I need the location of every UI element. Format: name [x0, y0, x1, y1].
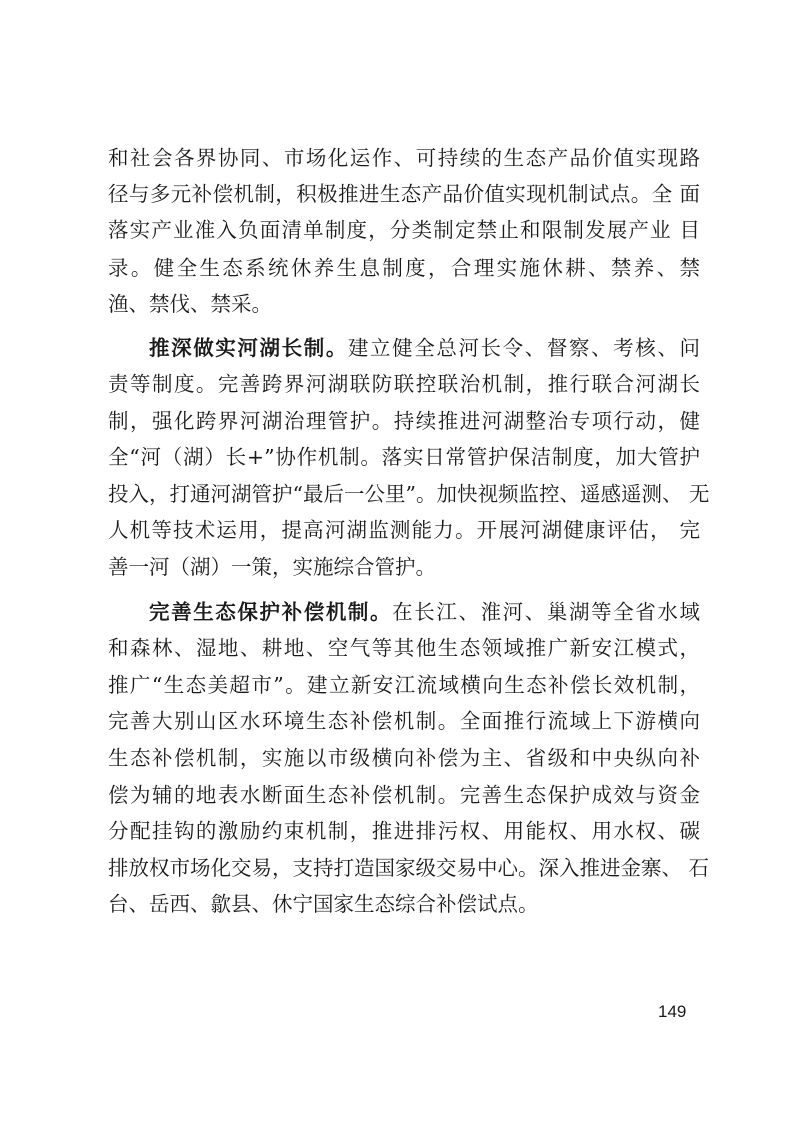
paragraph-2-line-6: 人机等技术运用，提高河湖监测能力。开展河湖健康评估， 完 [108, 518, 700, 542]
paragraph-3-line-6: 偿为辅的地表水断面生态补偿机制。完善生态保护成效与资金 [108, 783, 700, 807]
paragraph-2-first-line-text: 建立健全总河长令、督察、考核、问 [347, 336, 700, 360]
paragraph-2-line-3: 制，强化跨界河湖治理管护。持续推进河湖整治专项行动，健 [108, 409, 700, 433]
paragraph-2-line-1 [149, 338, 700, 359]
paragraph-3-line-7: 分配挂钩的激励约束机制，推进排污权、用能权、用水权、碳 [108, 819, 700, 843]
paragraph-3-line-2: 和森林、湿地、耕地、空气等其他生态领域推广新安江模式， [108, 636, 700, 660]
paragraph-3-first-line-text: 在长江、淮河、巢湖等全省水域 [392, 600, 701, 624]
paragraph-2-line-2: 责等制度。完善跨界河湖联防联控联治机制，推行联合河湖长 [108, 372, 700, 396]
paragraph-2-line-5: 投入，打通河湖管护“最后一公里”。加快视频监控、遥感遥测、 无 [108, 482, 710, 506]
paragraph-3-line-4: 完善大别山区水环境生态补偿机制。全面推行流域上下游横向 [108, 709, 700, 733]
paragraph-1-line-5: 渔、禁伐、禁采。 [108, 292, 272, 316]
page-number: 149 [658, 1002, 687, 1021]
paragraph-2-heading: 推深做实河湖长制。 [149, 336, 348, 360]
paragraph-1-line-3: 落实产业准入负面清单制度，分类制定禁止和限制发展产业 目 [108, 218, 700, 242]
paragraph-2-line-7: 善一河（湖）一策，实施综合管护。 [108, 555, 436, 579]
paragraph-3-line-5: 生态补偿机制，实施以市级横向补偿为主、省级和中央纵向补 [108, 746, 700, 770]
paragraph-1-line-4: 录。健全生态系统休养生息制度，合理实施休耕、禁养、禁 [108, 256, 700, 280]
paragraph-1-line-2: 径与多元补偿机制，积极推进生态产品价值实现机制试点。全 面 [108, 182, 700, 206]
paragraph-1-line-1: 和社会各界协同、市场化运作、可持续的生态产品价值实现路 [108, 146, 700, 170]
paragraph-3-line-3: 推广“生态美超市”。建立新安江流域横向生态补偿长效机制， [108, 673, 700, 697]
paragraph-3-line-1 [149, 602, 700, 623]
paragraph-2-line-4: 全“河（湖）长+”协作机制。落实日常管护保洁制度，加大管护 [108, 445, 700, 469]
paragraph-3-line-9: 台、岳西、歙县、休宁国家生态综合补偿试点。 [108, 892, 539, 916]
paragraph-3-line-8: 排放权市场化交易，支持打造国家级交易中心。深入推进金寨、 石 [108, 856, 710, 880]
paragraph-3-heading: 完善生态保护补偿机制。 [149, 600, 393, 624]
